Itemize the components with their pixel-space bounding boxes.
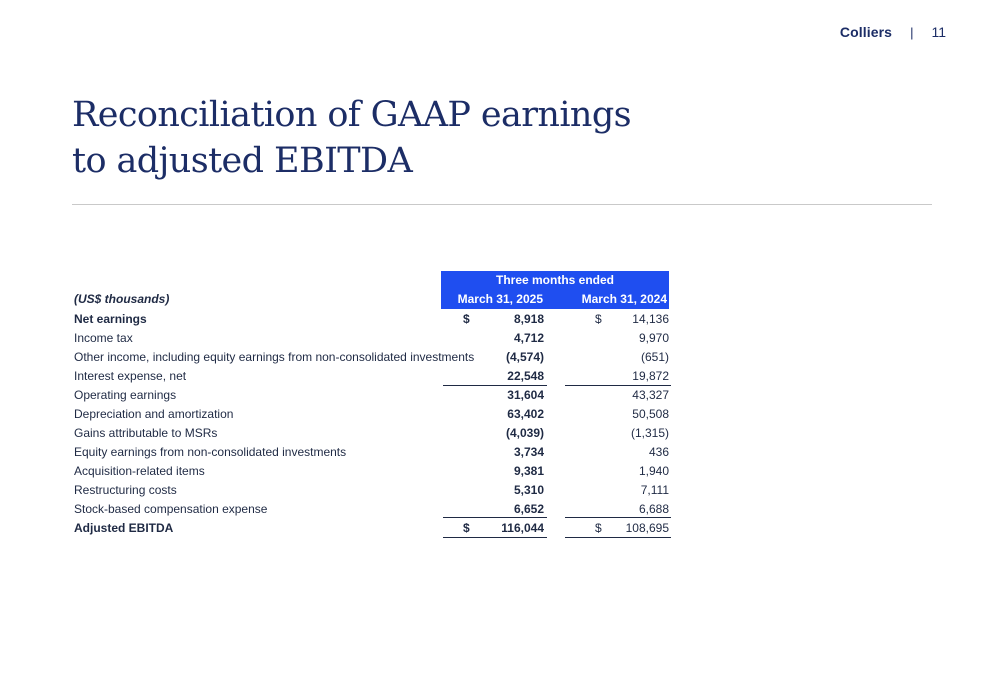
row-label: Net earnings [74, 311, 147, 326]
value-2024: 43,327 [632, 388, 669, 402]
cell-2025 [443, 442, 547, 461]
reconciliation-table [72, 271, 671, 537]
brand-name: Colliers [839, 24, 893, 40]
table-row [72, 328, 671, 347]
row-label: Equity earnings from non-consolidated investments [74, 444, 347, 459]
table-row [72, 423, 671, 442]
table-body [72, 309, 671, 537]
row-label: Income tax [74, 330, 133, 345]
cell-2025 [443, 309, 547, 328]
cell-2025 [443, 347, 547, 366]
value-2024: 19,872 [632, 368, 669, 383]
value-2025: 31,604 [507, 388, 544, 402]
table-row [72, 309, 671, 328]
currency-symbol: $ [463, 520, 470, 535]
header-separator: | [910, 24, 914, 40]
value-2025: 9,381 [513, 463, 544, 478]
cell-2024 [565, 442, 671, 461]
value-2024: (1,315) [630, 425, 669, 440]
currency-symbol: $ [595, 311, 602, 326]
page-title [72, 92, 631, 184]
cell-2025 [443, 385, 547, 405]
cell-2025 [443, 499, 547, 518]
table-row [72, 385, 671, 404]
cell-2024 [565, 499, 671, 518]
row-label: Acquisition-related items [74, 463, 205, 478]
units-label: (US$ thousands) [74, 292, 170, 306]
row-label: Interest expense, net [74, 368, 187, 383]
value-2024: 7,111 [640, 482, 669, 497]
cell-2024 [565, 347, 671, 366]
title-divider [72, 204, 932, 205]
value-2025: (4,574) [505, 349, 544, 364]
column-header-2024: March 31, 2024 [581, 292, 667, 306]
value-2024: 50,508 [632, 406, 669, 421]
value-2024: 1,940 [638, 463, 669, 478]
value-2024: 14,136 [632, 311, 669, 326]
cell-2025 [443, 366, 547, 385]
page-header [840, 24, 946, 40]
row-label: Gains attributable to MSRs [74, 425, 218, 440]
group-header: Three months ended [495, 273, 614, 287]
currency-symbol: $ [595, 520, 602, 535]
row-label: Other income, including equity earnings from non-consolidated investments [74, 349, 475, 364]
cell-2025 [443, 480, 547, 499]
table-row [72, 404, 671, 423]
value-2024: 436 [648, 444, 669, 459]
value-2025: 5,310 [513, 482, 544, 497]
row-label: Restructuring costs [74, 482, 177, 497]
table-row [72, 366, 671, 385]
table-row [72, 499, 671, 518]
cell-2024 [565, 423, 671, 442]
value-2024: 6,688 [638, 501, 669, 516]
column-header-2025: March 31, 2025 [457, 292, 543, 306]
value-2025: 116,044 [501, 520, 544, 535]
value-2025: 22,548 [507, 368, 544, 383]
row-label: Depreciation and amortization [74, 406, 234, 421]
cell-2024 [565, 385, 671, 405]
value-2025: 6,652 [513, 501, 544, 516]
row-label: Stock-based compensation expense [74, 501, 268, 516]
cell-2024 [565, 328, 671, 347]
table-row [72, 442, 671, 461]
cell-2025 [443, 404, 547, 423]
table-column-header [441, 271, 669, 309]
table-row [72, 518, 671, 537]
title-line-1: Reconciliation of GAAP earnings [72, 95, 632, 135]
currency-symbol: $ [463, 311, 470, 326]
value-2024: 9,970 [638, 330, 669, 345]
value-2025: 8,918 [513, 311, 544, 326]
cell-2025 [443, 517, 547, 538]
value-2024: 108,695 [625, 520, 669, 535]
cell-2025 [443, 461, 547, 480]
table-row [72, 461, 671, 480]
value-2025: 3,734 [513, 444, 544, 459]
value-2024: (651) [640, 349, 669, 364]
cell-2024 [565, 461, 671, 480]
cell-2024 [565, 517, 671, 538]
cell-2024 [565, 404, 671, 423]
table-row [72, 480, 671, 499]
value-2025: (4,039) [505, 425, 544, 440]
row-label: Adjusted EBITDA [74, 520, 174, 535]
table-row [72, 347, 671, 366]
cell-2024 [565, 366, 671, 385]
row-label: Operating earnings [74, 387, 177, 402]
value-2025: 4,712 [513, 330, 544, 345]
cell-2024 [565, 480, 671, 499]
cell-2025 [443, 328, 547, 347]
page-number: 11 [931, 24, 946, 40]
value-2025: 63,402 [507, 406, 544, 421]
title-line-2: to adjusted EBITDA [72, 141, 413, 181]
cell-2025 [443, 423, 547, 442]
cell-2024 [565, 309, 671, 328]
